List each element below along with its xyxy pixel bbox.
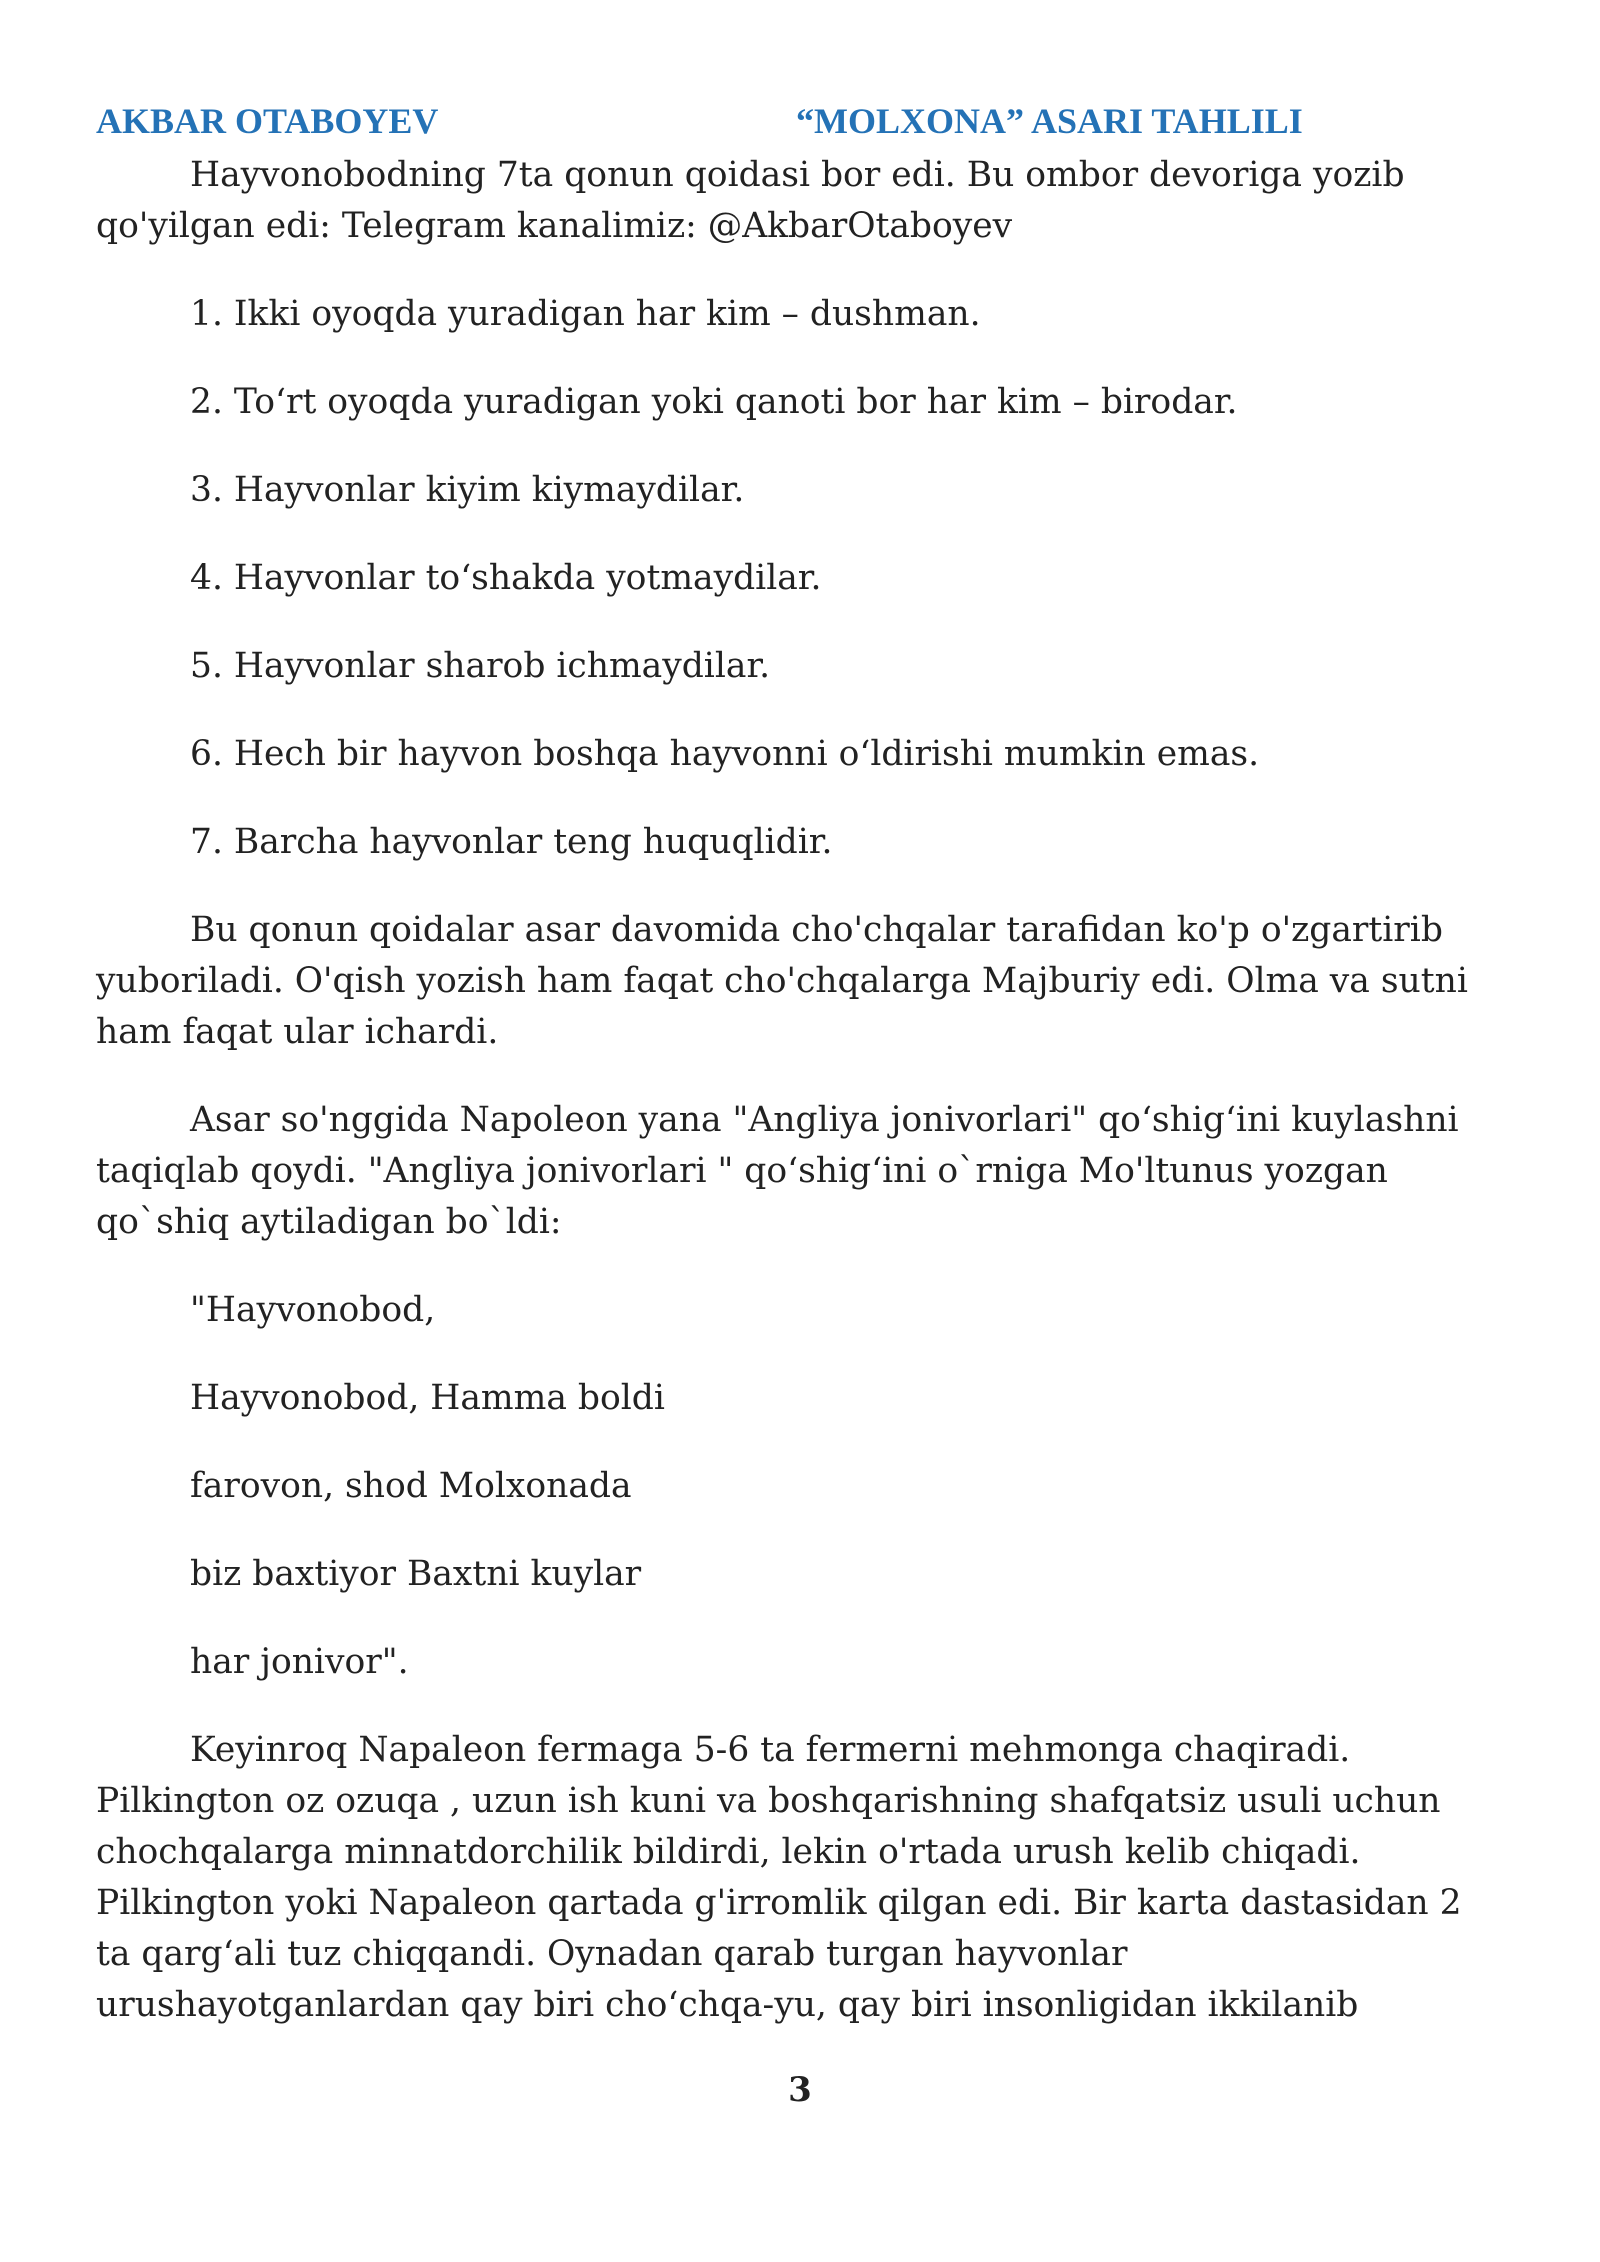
rule-item: 2. To‘rt oyoqda yuradigan yoki qanoti bor har kim – birodar. <box>190 382 1238 422</box>
page-body <box>96 150 1486 2031</box>
rule-item: 4. Hayvonlar to‘shakda yotmaydilar. <box>190 558 822 598</box>
page-number: 3 <box>788 2070 812 2110</box>
rule-item: 1. Ikki oyoqda yuradigan har kim – dushman. <box>190 294 981 334</box>
body-paragraph-2: Asar so'nggida Napoleon yana "Angliya jonivorlari" qo‘shig‘ini kuylashni taqiqlab qoydi. "Angliya jonivorlari " qo‘shig‘ini o`rniga Mo'ltunus yozgan qo`shiq aytiladigan bo`ldi: <box>96 1100 1459 1242</box>
song-line: har jonivor". <box>190 1642 409 1682</box>
rule-item: 7. Barcha hayvonlar teng huquqlidir. <box>190 822 833 862</box>
song-line: biz baxtiyor Baxtni kuylar <box>190 1554 642 1594</box>
rules-list <box>96 289 1486 868</box>
song-line: farovon, shod Molxonada <box>190 1466 632 1506</box>
body-paragraph-1: Bu qonun qoidalar asar davomida cho'chqalar tarafidan ko'p o'zgartirib yuboriladi. O'qish yozish ham faqat cho'chqalarga Majburiy edi. Olma va sutni ham faqat ular ichardi. <box>96 910 1468 1052</box>
song-line: Hayvonobod, Hamma boldi <box>190 1378 665 1418</box>
rule-item: 6. Hech bir hayvon boshqa hayvonni o‘ldirishi mumkin emas. <box>190 734 1260 774</box>
body-paragraph-3: Keyinroq Napaleon fermaga 5-6 ta fermerni mehmonga chaqiradi. Pilkington oz ozuqa , uzun ish kuni va boshqarishning shafqatsiz usuli uchun chochqalarga minnatdorchilik bildirdi, lekin o'rtada urush kelib chiqadi. Pilkington yoki Napaleon qartada g'irromlik qilgan edi. Bir karta dastasidan 2 ta qarg‘ali tuz chiqqandi. Oynadan qarab turgan hayvonlar urushayotganlardan qay biri cho‘chqa-yu, qay biri insonligidan ikkilanib <box>96 1730 1462 2025</box>
intro-paragraph: Hayvonobodning 7ta qonun qoidasi bor edi. Bu ombor devoriga yozib qo'yilgan edi: Telegram kanalimiz: @AkbarOtaboyev <box>96 155 1405 246</box>
header-work-title: “MOLXONA” ASARI TAHLILI <box>796 101 1303 141</box>
rule-item: 3. Hayvonlar kiyim kiymaydilar. <box>190 470 745 510</box>
running-header <box>96 100 1476 146</box>
rule-item: 5. Hayvonlar sharob ichmaydilar. <box>190 646 771 686</box>
header-author: AKBAR OTABOYEV <box>96 101 439 141</box>
song-line: "Hayvonobod, <box>190 1290 436 1330</box>
